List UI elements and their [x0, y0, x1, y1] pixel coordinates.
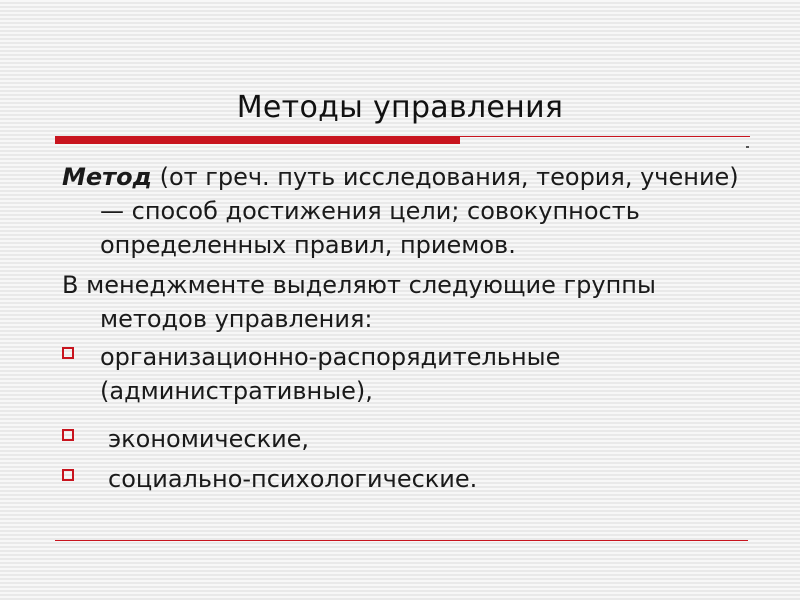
definition-paragraph: [62, 160, 752, 262]
footer-divider: [55, 540, 748, 541]
intro-paragraph: В менеджменте выделяют следующие группы методов управления:: [62, 271, 656, 333]
list-item-text: социально-психологические.: [108, 465, 478, 493]
title-underline-thick: [55, 137, 460, 144]
definition-text: (от греч. путь исследования, теория, учение) — способ достижения цели; совокупность определенных правил, приемов.: [100, 163, 739, 259]
list-item: [62, 462, 752, 496]
slide-title: Методы управления: [236, 90, 564, 125]
hollow-square-bullet-icon: [62, 469, 74, 481]
definition-term: Метод: [62, 163, 152, 191]
hollow-square-bullet-icon: [62, 347, 74, 359]
list-item-text: организационно-распорядительные (административные),: [100, 343, 561, 405]
list-item: [62, 340, 752, 408]
slide-body: [62, 160, 752, 496]
list-item: [62, 422, 752, 456]
hollow-square-bullet-icon: [62, 429, 74, 441]
list-item-text: экономические,: [108, 425, 310, 453]
title-underline-marker: [746, 146, 749, 148]
